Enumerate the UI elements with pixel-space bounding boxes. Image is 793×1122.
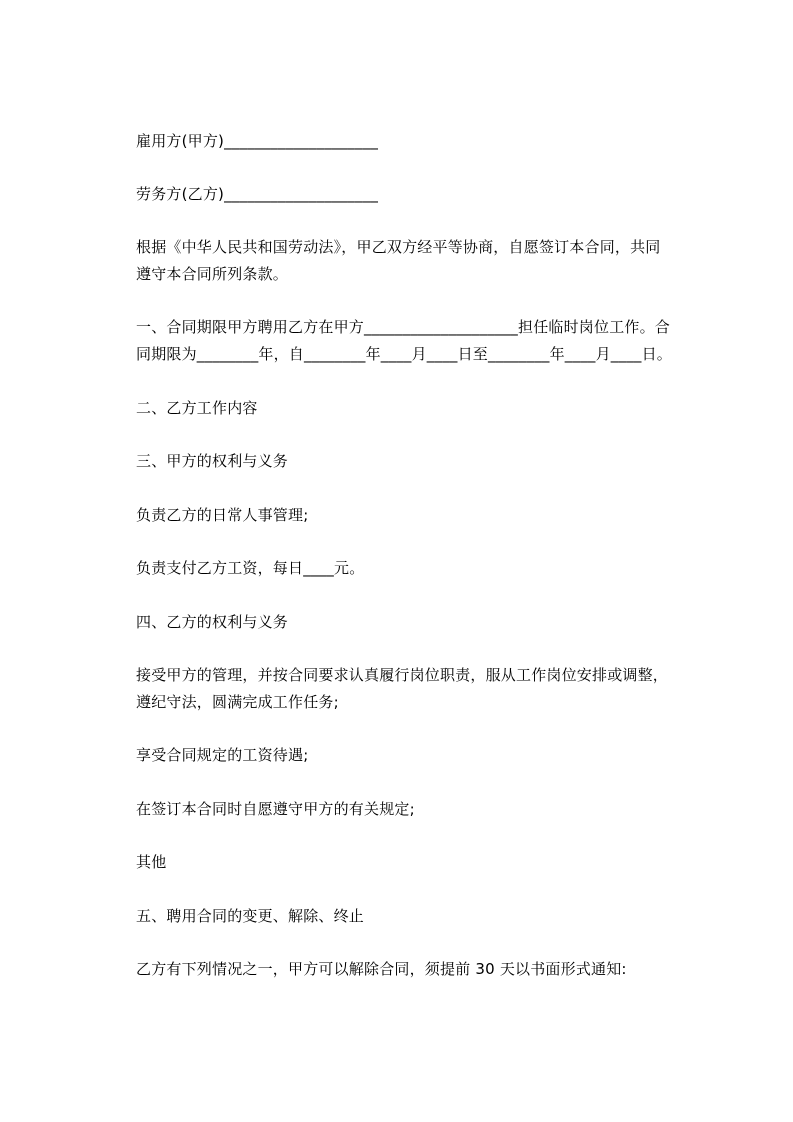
clause-4-item-3: 在签订本合同时自愿遵守甲方的有关规定; [136,800,415,818]
clause-3-heading: 三、甲方的权利与义务 [136,452,289,470]
clause-4-item-4: 其他 [136,853,167,871]
preamble-line-1: 根据《中华人民共和国劳动法》，甲乙双方经平等协商，自愿签订本合同，共同 [136,238,661,256]
preamble-line-2: 遵守本合同所列条款。 [136,265,289,283]
employer-line: 雇用方(甲方)____________________ [136,132,379,150]
clause-4-item-1-line-2: 遵纪守法，圆满完成工作任务; [136,693,339,711]
clause-4-heading: 四、乙方的权利与义务 [136,613,289,631]
clause-2-heading: 二、乙方工作内容 [136,399,258,417]
clause-5-heading: 五、聘用合同的变更、解除、终止 [136,907,365,925]
clause-4-item-1-line-1: 接受甲方的管理，并按合同要求认真履行岗位职责，服从工作岗位安排或调整， [136,666,669,684]
clause-1-line-2: 同期限为________年，自________年____月____日至________年____月____日。 [136,345,673,363]
laborer-line: 劳务方(乙方)____________________ [136,185,379,203]
clause-3-item-1: 负责乙方的日常人事管理; [136,506,309,524]
clause-4-item-2: 享受合同规定的工资待遇; [136,746,309,764]
clause-3-item-2: 负责支付乙方工资，每日____元。 [136,559,365,577]
clause-5-item-1: 乙方有下列情况之一，甲方可以解除合同，须提前 30 天以书面形式通知: [136,960,627,978]
clause-1-line-1: 一、合同期限甲方聘用乙方在甲方____________________担任临时岗位工作。合 [136,318,671,336]
